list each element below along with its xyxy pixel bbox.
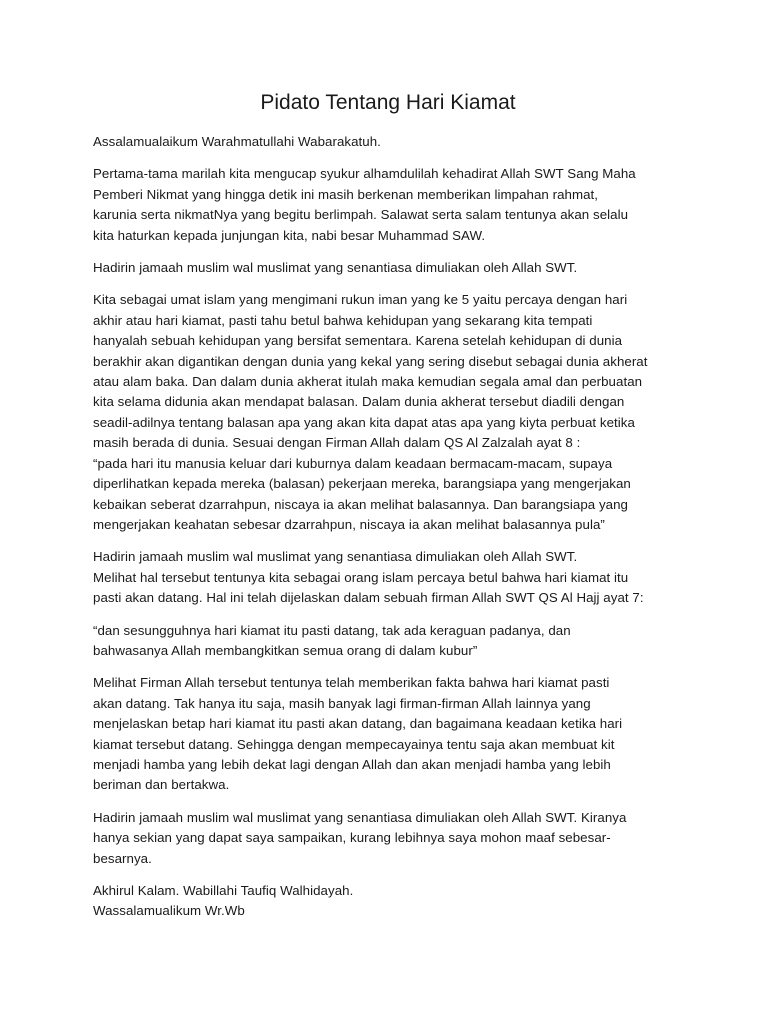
text-line: beriman dan bertakwa.	[93, 777, 230, 793]
document-page	[93, 90, 683, 934]
text-line: kiamat tersebut datang. Sehingga dengan mempecayainya tentu saja akan membuat kit	[93, 736, 615, 752]
text-line: Kita sebagai umat islam yang mengimani rukun iman yang ke 5 yaitu percaya dengan hari	[93, 292, 628, 308]
text-line: Melihat hal tersebut tentunya kita sebagai orang islam percaya betul bahwa hari kiamat itu	[93, 569, 629, 585]
text-line: besarnya.	[93, 850, 152, 866]
document-title: Pidato Tentang Hari Kiamat	[260, 91, 516, 114]
paragraph	[93, 132, 683, 152]
text-line: kita haturkan kepada junjungan kita, nabi besar Muhammad SAW.	[93, 227, 486, 243]
text-line: “pada hari itu manusia keluar dari kuburnya dalam keadaan bermacam-macam, supaya	[93, 455, 613, 471]
text-line: Melihat Firman Allah tersebut tentunya telah memberikan fakta bahwa hari kiamat pasti	[93, 675, 610, 691]
text-line: Akhirul Kalam. Wabillahi Taufiq Walhidayah.	[93, 883, 354, 898]
text-line: bahwasanya Allah membangkitkan semua orang di dalam kubur”	[93, 642, 478, 658]
text-line: atau alam baka. Dan dalam dunia akherat itulah maka kemudian segala amal dan perbuatan	[93, 374, 643, 390]
paragraph	[93, 808, 683, 869]
text-line: Hadirin jamaah muslim wal muslimat yang senantiasa dimuliakan oleh Allah SWT.	[93, 549, 578, 565]
text-line: masih berada di dunia. Sesuai dengan Firman Allah dalam QS Al Zalzalah ayat 8 :	[93, 435, 581, 451]
text-line: seadil-adilnya tentang balasan apa yang akan kita dapat atas apa yang kiyta perbuat ketika	[93, 414, 635, 430]
text-line: pasti akan datang. Hal ini telah dijelaskan dalam sebuah firman Allah SWT QS Al Hajj ayat 7:	[93, 590, 644, 606]
text-line: Pertama-tama marilah kita mengucap syukur alhamdulilah kehadirat Allah SWT Sang Maha	[93, 166, 636, 182]
text-line: menjelaskan betap hari kiamat itu pasti akan datang, dan bagaimana keadaan ketika hari	[93, 716, 623, 732]
text-line: Hadirin jamaah muslim wal muslimat yang senantiasa dimuliakan oleh Allah SWT.	[93, 260, 578, 276]
text-line: berakhir akan digantikan dengan dunia yang kekal yang sering disebut sebagai dunia akherat	[93, 353, 648, 369]
text-line: Pemberi Nikmat yang hingga detik ini masih berkenan memberikan limpahan rahmat,	[93, 186, 599, 202]
text-line: hanyalah sebuah kehidupan yang bersifat sementara. Karena setelah kehidupan di dunia	[93, 333, 623, 349]
text-line: diperlihatkan kepada mereka (balasan) pekerjaan mereka, barangsiapa yang mengerjakan	[93, 476, 631, 492]
paragraph	[93, 621, 683, 662]
text-line: Wassalamualikum Wr.Wb	[93, 903, 245, 919]
text-line: Hadirin jamaah muslim wal muslimat yang senantiasa dimuliakan oleh Allah SWT. Kiranya	[93, 809, 627, 825]
text-line: akhir atau hari kiamat, pasti tahu betul bahwa kehidupan yang sekarang kita tempati	[93, 312, 593, 328]
text-line: akan datang. Tak hanya itu saja, masih banyak lagi firman-firman Allah lainnya yang	[93, 695, 591, 711]
document-body	[93, 132, 683, 922]
paragraph	[93, 290, 683, 535]
paragraph	[93, 547, 683, 608]
text-line: mengerjakan keahatan sebesar dzarrahpun, niscaya ia akan melihat balasannya pula”	[93, 516, 605, 532]
paragraph	[93, 673, 683, 795]
text-line: kebaikan seberat dzarrahpun, niscaya ia akan melihat balasannya. Dan barangsiapa yang	[93, 496, 628, 512]
text-line: kita selama didunia akan mendapat balasan. Dalam dunia akherat tersebut diadili dengan	[93, 394, 625, 410]
paragraph	[93, 258, 683, 278]
paragraph	[93, 164, 683, 246]
text-line: “dan sesungguhnya hari kiamat itu pasti datang, tak ada keraguan padanya, dan	[93, 622, 571, 638]
text-line: Assalamualaikum Warahmatullahi Wabarakatuh.	[93, 134, 381, 149]
text-line: hanya sekian yang dapat saya sampaikan, kurang lebihnya saya mohon maaf sebesar-	[93, 830, 611, 846]
text-line: menjadi hamba yang lebih dekat lagi dengan Allah dan akan menjadi hamba yang lebih	[93, 756, 611, 772]
paragraph	[93, 881, 683, 922]
text-line: karunia serta nikmatNya yang begitu berlimpah. Salawat serta salam tentunya akan selalu	[93, 207, 629, 223]
